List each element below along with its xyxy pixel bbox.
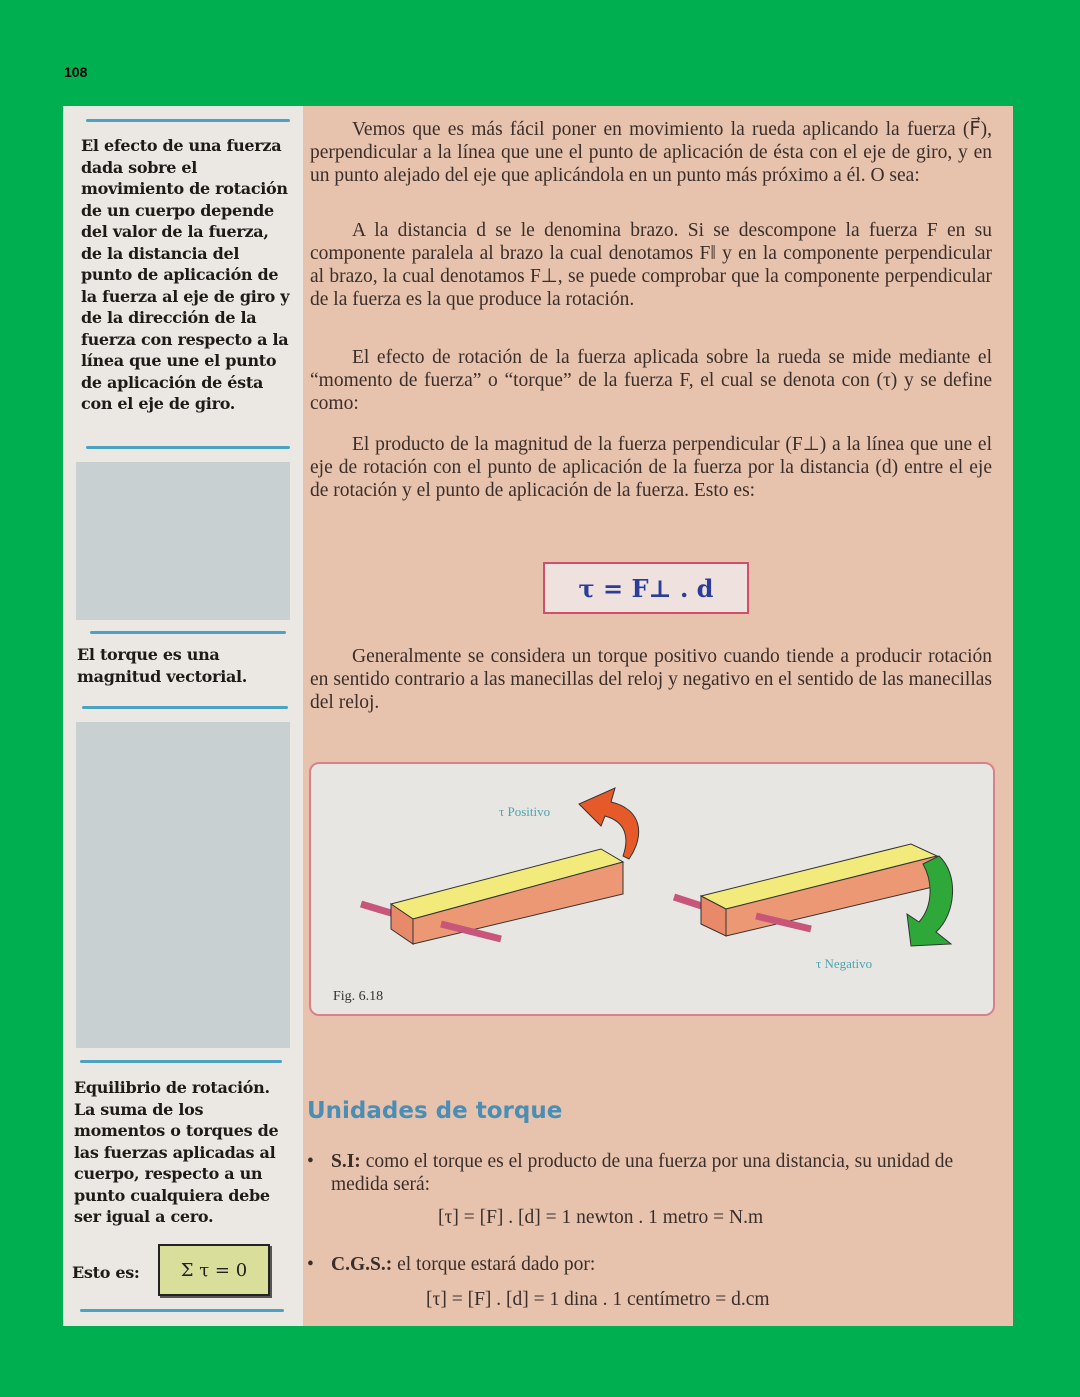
paragraph-1: Vemos que es más fácil poner en movimiento la rueda aplicando la fuerza (F⃗), perpendicular a la línea que une el punto de aplicación de ésta con el eje de giro, y en un punto alejado del eje que aplicándola en un punto más próximo a él. O sea: [310, 119, 992, 186]
page-number: 108 [64, 64, 88, 80]
figure-torque-bars [309, 762, 995, 1016]
paragraph-5: Generalmente se considera un torque positivo cuando tiende a producir rotación en sentido contrario a las manecillas del reloj y negativo en el sentido de las manecillas del reloj. [310, 646, 992, 713]
si-label: S.I: [331, 1151, 361, 1172]
bullet-cgs: • C.G.S.: el torque estará dado por: [307, 1254, 596, 1275]
sidebar-note-force-effect: El efecto de una fuerza dada sobre el movimiento de rotación de un cuerpo depende del valor de la fuerza, de la distancia del punto de aplicación de la fuerza al eje de giro y de la dirección de la fuerza con respecto a la línea que une el punto de aplicación de ésta con el eje de giro. [81, 136, 290, 413]
cgs-text: el torque estará dado por: [392, 1254, 596, 1275]
sidebar-blank-area [76, 462, 290, 620]
figure-caption: Fig. 6.18 [333, 989, 384, 1004]
divider [86, 119, 290, 122]
divider [82, 706, 288, 709]
paragraph-3: El efecto de rotación de la fuerza aplicada sobre la rueda se mide mediante el “momento de fuerza” o “torque” de la fuerza F, el cual se denota con (τ) y se define como: [310, 347, 992, 414]
divider [80, 1309, 284, 1312]
equilibrium-formula-box: Σ τ = 0 [158, 1244, 270, 1296]
cgs-equation: [τ] = [F] . [d] = 1 dina . 1 centímetro = d.cm [426, 1289, 770, 1310]
units-heading: Unidades de torque [307, 1098, 563, 1124]
si-text: como el torque es el producto de una fuerza por una distancia, su unidad de medida será: [331, 1151, 954, 1195]
sidebar-blank-area [76, 722, 290, 1048]
paragraph-2: A la distancia d se le denomina brazo. Si se descompone la fuerza F en su componente paralela al brazo la cual denotamos F‖ y en la componente perpendicular al brazo, la cual denotamos F⊥, se puede comprobar que la componente perpendicular de la fuerza es la que produce la rotación. [310, 220, 992, 310]
bullet-si: • S.I: como el torque es el producto de una fuerza por una distancia, su unidad de medida será: [307, 1151, 954, 1195]
sidebar-note-vector: El torque es una magnitud vectorial. [77, 645, 248, 686]
si-equation: [τ] = [F] . [d] = 1 newton . 1 metro = N.m [438, 1207, 764, 1228]
label-negative: τ Negativo [816, 956, 873, 971]
paragraph-4: El producto de la magnitud de la fuerza perpendicular (F⊥) a la línea que une el eje de rotación con el punto de aplicación de la fuerza por la distancia (d) entre el eje de rotación y el punto de aplicación de la fuerza. Esto es: [310, 434, 992, 501]
cgs-label: C.G.S.: [331, 1254, 393, 1275]
torque-illustration [311, 764, 993, 1014]
torque-formula-box: τ = F⊥ . d [543, 562, 749, 614]
bar-negative [674, 844, 953, 946]
divider [90, 631, 286, 634]
divider [80, 1060, 282, 1063]
esto-es-label: Esto es: [72, 1263, 140, 1282]
label-positive: τ Positivo [499, 804, 551, 819]
sidebar-note-equilibrium: Equilibrio de rotación. La suma de los momentos o torques de las fuerzas aplicadas al cuerpo, respecto a un punto cualquiera debe ser igual a cero. [74, 1078, 279, 1226]
divider [86, 446, 290, 449]
